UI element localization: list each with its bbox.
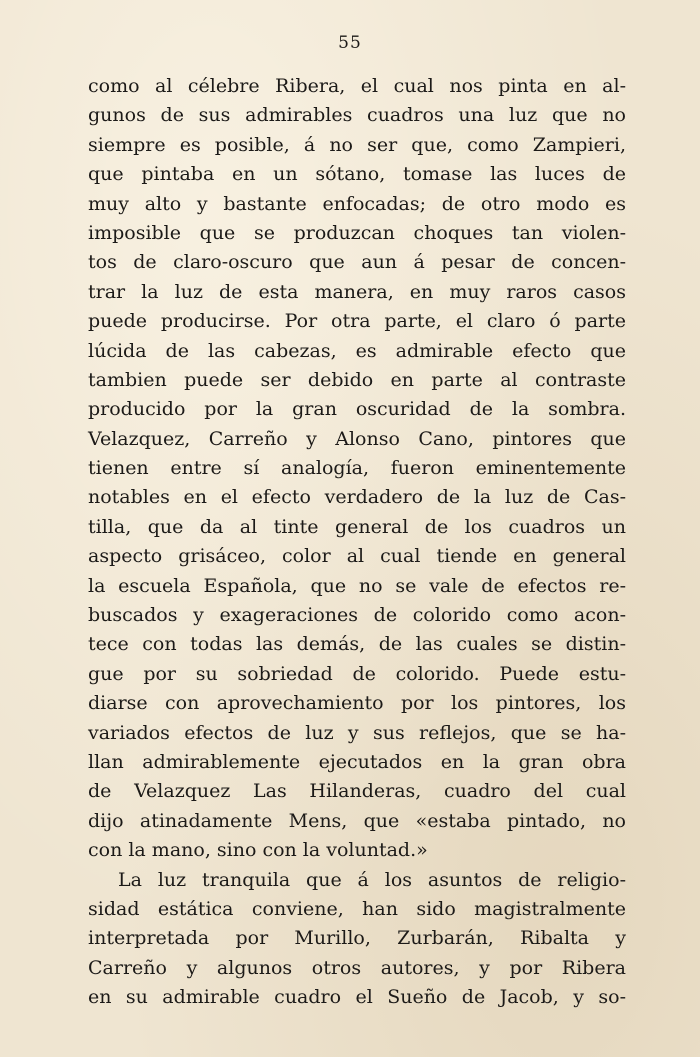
text-line: tienen entre sí analogía, fueron eminentemente [88,457,626,480]
text-line: variados efectos de luz y sus reflejos, que se ha- [88,721,626,744]
text-line: como al célebre Ribera, el cual nos pinta en al- [88,75,626,97]
text-line: dijo atinadamente Mens, que «estaba pintado, no [88,809,626,832]
text-line: La luz tranquila que á los asuntos de religio- [118,868,626,891]
text-line: tambien puede ser debido en parte al contraste [88,368,626,391]
text-line: trar la luz de esta manera, en muy raros casos [88,280,626,303]
text-line: sidad estática conviene, han sido magistralmente [88,897,626,920]
text-line: Carreño y algunos otros autores, y por Ribera [88,956,626,979]
text-line: diarse con aprovechamiento por los pintores, los [88,692,626,715]
text-line: Velazquez, Carreño y Alonso Cano, pintores que [88,427,626,450]
text-line: gunos de sus admirables cuadros una luz que no [88,104,626,127]
text-line: llan admirablemente ejecutados en la gran obra [88,750,626,773]
text-line: buscados y exageraciones de colorido como acon- [88,604,626,627]
body-text [88,72,626,1013]
text-line: interpretada por Murillo, Zurbarán, Ribalta y [88,927,626,950]
text-line: con la mano, sino con la voluntad.» [88,839,428,862]
page-number: 55 [338,33,362,53]
text-line: puede producirse. Por otra parte, el claro ó parte [88,310,626,333]
text-line: lúcida de las cabezas, es admirable efecto que [88,339,626,362]
text-line: gue por su sobriedad de colorido. Puede estu- [88,662,626,685]
text-line: la escuela Española, que no se vale de efectos re- [88,574,626,597]
text-line: tece con todas las demás, de las cuales se distin- [88,633,626,656]
text-line: producido por la gran oscuridad de la sombra. [88,398,626,421]
text-line: que pintaba en un sótano, tomase las luces de [88,163,626,186]
text-line: aspecto grisáceo, color al cual tiende en general [88,545,626,568]
text-line: de Velazquez Las Hilanderas, cuadro del cual [88,780,626,803]
text-line: imposible que se produzcan choques tan violen- [88,221,626,244]
text-line: en su admirable cuadro el Sueño de Jacob, y so- [88,986,626,1009]
text-line: tos de claro-oscuro que aun á pesar de concen- [88,251,626,274]
text-line: notables en el efecto verdadero de la luz de Cas- [88,486,626,509]
text-line: muy alto y bastante enfocadas; de otro modo es [88,192,626,215]
text-line: tilla, que da al tinte general de los cuadros un [88,515,626,538]
text-line: siempre es posible, á no ser que, como Zampieri, [88,133,626,156]
